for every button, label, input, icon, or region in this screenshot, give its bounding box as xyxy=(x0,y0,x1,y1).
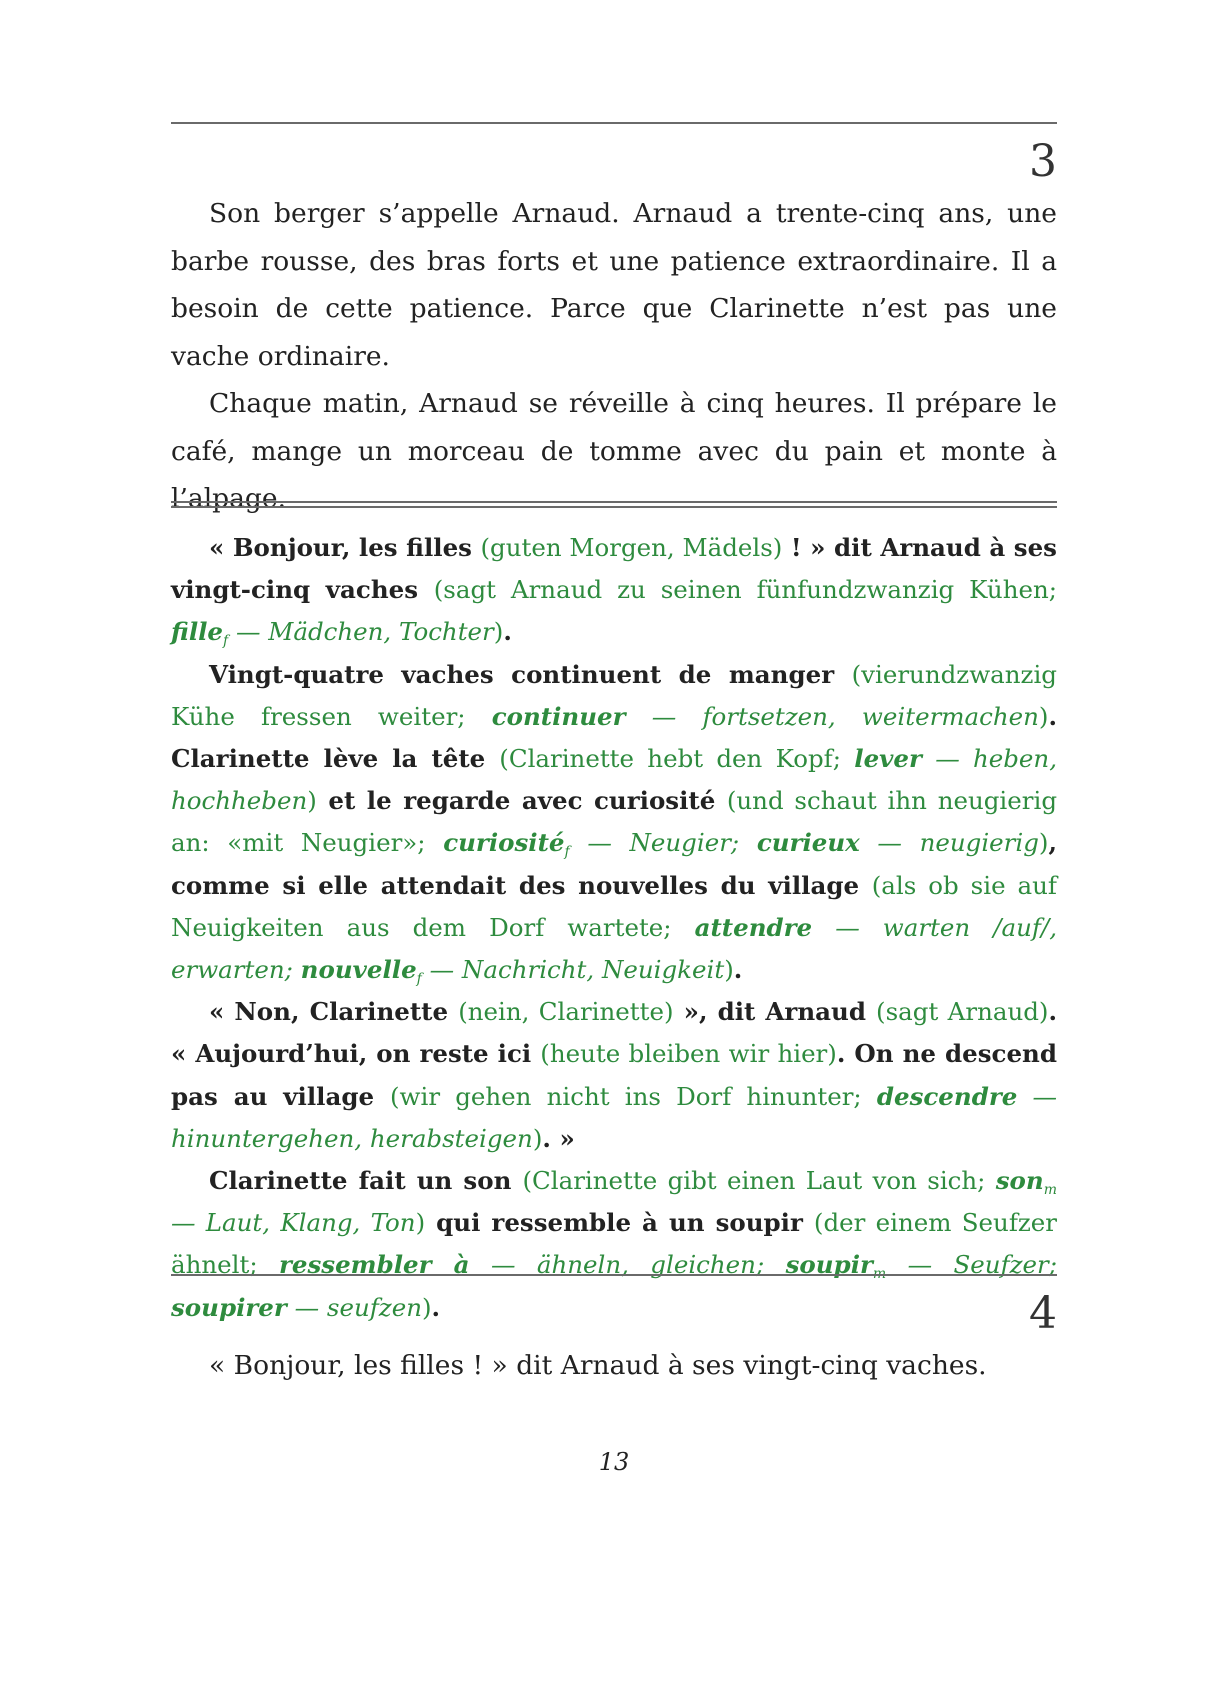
french-text: et le regarde avec curiosité xyxy=(316,786,727,816)
french-text: ! » dit Arnaud à ses vingt-cinq vaches xyxy=(171,533,1057,605)
grammatical-gender-marker: m xyxy=(1043,1182,1057,1199)
french-text: », dit Arnaud xyxy=(673,997,877,1027)
section-rule-middle xyxy=(171,1274,1057,1276)
german-gloss: ) xyxy=(307,786,317,816)
section-rule-top xyxy=(171,122,1057,124)
german-gloss: ) xyxy=(724,955,734,985)
vocab-keyword: curieux xyxy=(756,828,860,858)
annotated-paragraph xyxy=(171,1160,1057,1329)
french-text: . » xyxy=(542,1123,575,1153)
section-double-rule xyxy=(171,501,1057,508)
vocab-translation: — heben, hochheben xyxy=(171,744,1057,816)
french-text: . Clarinette lève la tête xyxy=(171,701,1057,774)
german-gloss: (vierundzwanzig Kühe fressen weiter; xyxy=(171,659,1057,731)
vocab-translation: — hinuntergehen, herabsteigen xyxy=(171,1081,1057,1153)
vocab-keyword: continuer xyxy=(491,701,626,731)
german-gloss: (Clarinette hebt den Kopf; xyxy=(499,744,855,774)
vocab-keyword: attendre xyxy=(694,912,813,942)
grammatical-gender-marker: f xyxy=(564,844,570,861)
vocab-keyword: son xyxy=(995,1166,1044,1196)
french-text: . On ne descend pas au village xyxy=(171,1039,1058,1111)
vocab-translation: — ähneln, gleichen; xyxy=(469,1250,786,1280)
french-text: « Bonjour, les filles xyxy=(209,533,481,562)
annotated-text-block xyxy=(171,527,1057,1329)
german-gloss: ) xyxy=(1038,701,1049,731)
original-paragraph: Son berger s’appelle Arnaud. Arnaud a trente-cinq ans, une barbe rousse, des bras forts et une patience extraordinaire. Il a besoin de cette patience. Parce que Clarinette n’est pas une vache ordinaire. xyxy=(171,198,1057,372)
annotated-paragraph xyxy=(171,654,1057,992)
vocab-keyword: curiosité xyxy=(443,828,565,858)
french-text: . xyxy=(431,1292,441,1322)
german-gloss: (als ob sie auf Neuigkeiten aus dem Dorf wartete; xyxy=(171,870,1058,942)
vocab-translation: — Nachricht, Neuigkeit xyxy=(421,955,725,985)
german-gloss: (und schaut ihn neugierig an: «mit Neugier»; xyxy=(171,786,1058,858)
french-text: qui ressemble à un soupir xyxy=(425,1208,814,1238)
french-text: Clarinette fait un son xyxy=(209,1166,523,1196)
french-text: . xyxy=(733,955,743,985)
german-gloss: ) xyxy=(421,1292,432,1322)
german-gloss: (der einem Seufzer ähnelt; xyxy=(171,1208,1057,1280)
german-gloss: ) xyxy=(1038,828,1049,858)
section-number-3: 3 xyxy=(1029,136,1057,187)
original-paragraph: Chaque matin, Arnaud se réveille à cinq heures. Il prépare le café, mange un morceau de tomme avec du pain et monte à l’alpage. xyxy=(171,388,1057,514)
annotated-paragraph xyxy=(171,991,1057,1160)
original-paragraph: « Bonjour, les filles ! » dit Arnaud à ses vingt-cinq vaches. xyxy=(209,1350,987,1381)
vocab-keyword: fille xyxy=(171,617,224,647)
vocab-keyword: descendre xyxy=(876,1081,1018,1111)
vocab-translation: — Seufzer; xyxy=(886,1250,1057,1280)
vocab-translation: — neugierig xyxy=(859,828,1039,858)
french-text: , comme si elle attendait des nouvelles du village xyxy=(171,828,1057,900)
vocab-keyword: nouvelle xyxy=(300,955,417,985)
german-gloss: (sagt Arnaud zu seinen fünfundzwanzig Kühen; xyxy=(433,575,1057,605)
grammatical-gender-marker: f xyxy=(223,633,229,650)
german-gloss: ) xyxy=(532,1123,543,1153)
grammatical-gender-marker: m xyxy=(872,1266,887,1283)
german-gloss: (guten Morgen, Mädels) xyxy=(480,533,783,562)
vocab-keyword: ressembler à xyxy=(279,1250,470,1280)
french-text: Vingt-quatre vaches continuent de manger xyxy=(209,659,852,689)
vocab-translation: — fortsetzen, weitermachen xyxy=(625,701,1039,731)
german-gloss: ) xyxy=(415,1208,426,1238)
german-gloss: (nein, Clarinette) xyxy=(458,997,674,1027)
vocab-translation: — seufzen xyxy=(286,1292,422,1322)
section-4-original-text xyxy=(171,1342,1057,1390)
french-text: . « Aujourd’hui, on reste ici xyxy=(171,997,1058,1069)
german-gloss: (wir gehen nicht ins Dorf hinunter; xyxy=(389,1081,877,1111)
section-3-original-text xyxy=(171,190,1057,523)
german-gloss: (sagt Arnaud) xyxy=(876,997,1049,1027)
vocab-keyword: soupirer xyxy=(171,1292,287,1322)
vocab-keyword: lever xyxy=(854,744,922,774)
vocab-translation: — Neugier; xyxy=(569,828,757,858)
annotated-paragraph xyxy=(171,527,1057,654)
vocab-translation: — Mädchen, Tochter xyxy=(228,617,494,647)
german-gloss: (Clarinette gibt einen Laut von sich; xyxy=(522,1166,996,1196)
german-gloss: ) xyxy=(493,617,504,647)
book-page xyxy=(171,0,1057,1701)
french-text: « Non, Clarinette xyxy=(209,997,459,1027)
vocab-translation: — warten /auf/, erwarten; xyxy=(171,912,1057,985)
vocab-translation: — Laut, Klang, Ton xyxy=(171,1208,416,1238)
french-text: . xyxy=(503,617,512,647)
german-gloss: (heute bleiben wir hier) xyxy=(540,1039,837,1069)
grammatical-gender-marker: f xyxy=(416,971,422,988)
section-number-4: 4 xyxy=(1029,1288,1057,1339)
vocab-keyword: soupir xyxy=(785,1250,873,1280)
page-number: 13 xyxy=(598,1448,630,1476)
